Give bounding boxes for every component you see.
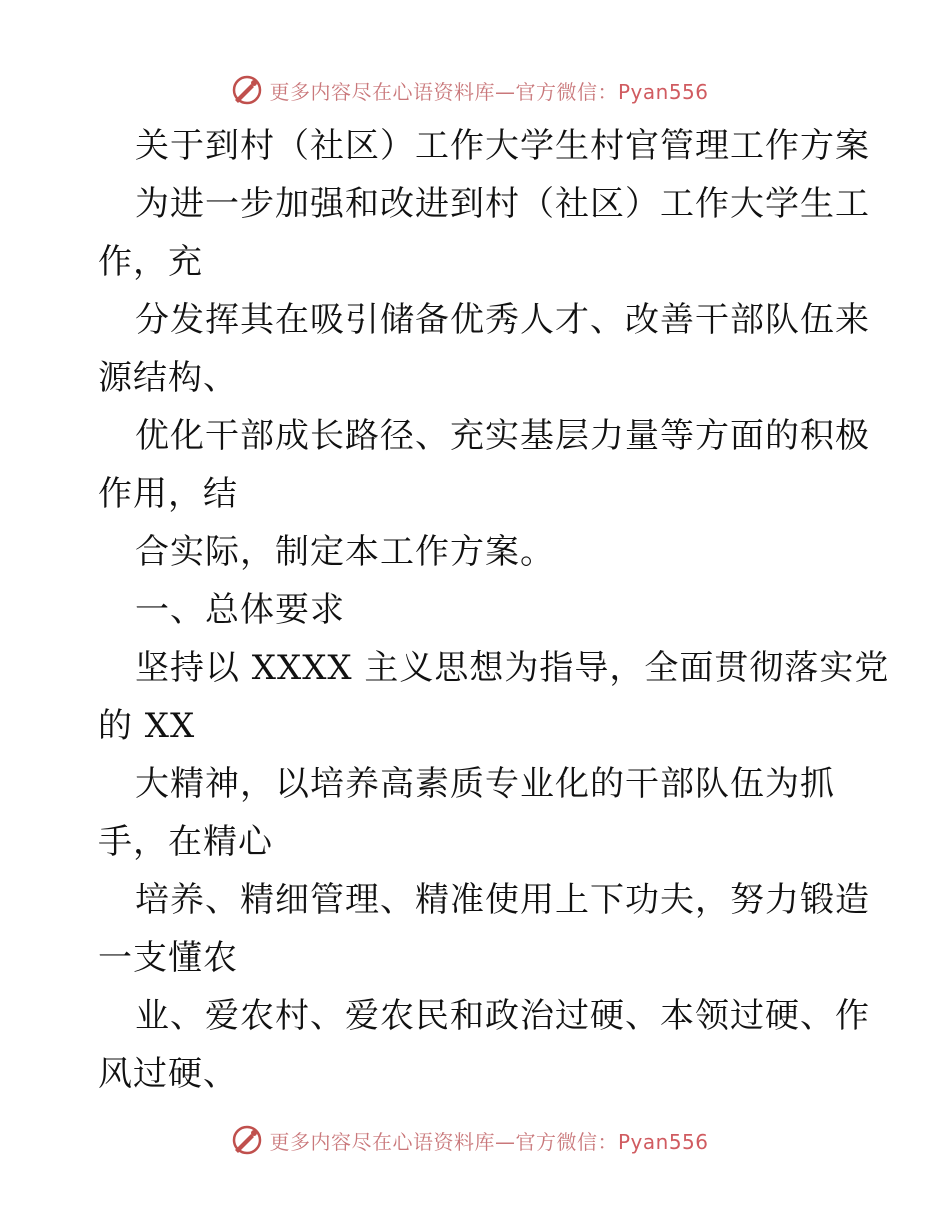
- text-line: 为进一步加强和改进到村（社区）工作大学生工: [135, 184, 870, 224]
- text-line: 作用，结: [98, 474, 238, 514]
- text-line: 坚持以 XXXX 主义思想为指导，全面贯彻落实党: [135, 648, 890, 688]
- text-line: 培养、精细管理、精准使用上下功夫，努力锻造: [135, 880, 870, 920]
- header-watermark: [0, 70, 950, 110]
- text-line: 源结构、: [98, 358, 238, 398]
- text-line: 作，充: [98, 242, 203, 282]
- text-line: 分发挥其在吸引储备优秀人才、改善干部队伍来: [135, 300, 870, 340]
- pen-logo-icon: [231, 74, 263, 106]
- text-line: 优化干部成长路径、充实基层力量等方面的积极: [135, 416, 870, 456]
- watermark-text: 更多内容尽在心语资料库—官方微信：Pyan556: [269, 79, 709, 104]
- text-line: 的 XX: [98, 706, 196, 746]
- watermark-text: 更多内容尽在心语资料库—官方微信：Pyan556: [269, 1129, 709, 1154]
- document-body: [98, 117, 890, 1103]
- text-line: 合实际，制定本工作方案。: [135, 532, 555, 572]
- text-line: 一支懂农: [98, 938, 238, 978]
- text-line: 一、总体要求: [135, 590, 345, 630]
- text-line: 风过硬、: [98, 1054, 238, 1094]
- text-line: 手，在精心: [98, 822, 273, 862]
- pen-logo-icon: [231, 1124, 263, 1156]
- footer-watermark: [0, 1120, 950, 1160]
- text-line: 业、爱农村、爱农民和政治过硬、本领过硬、作: [135, 996, 870, 1036]
- text-line: 大精神，以培养高素质专业化的干部队伍为抓: [135, 764, 835, 804]
- text-line: 关于到村（社区）工作大学生村官管理工作方案: [135, 126, 870, 166]
